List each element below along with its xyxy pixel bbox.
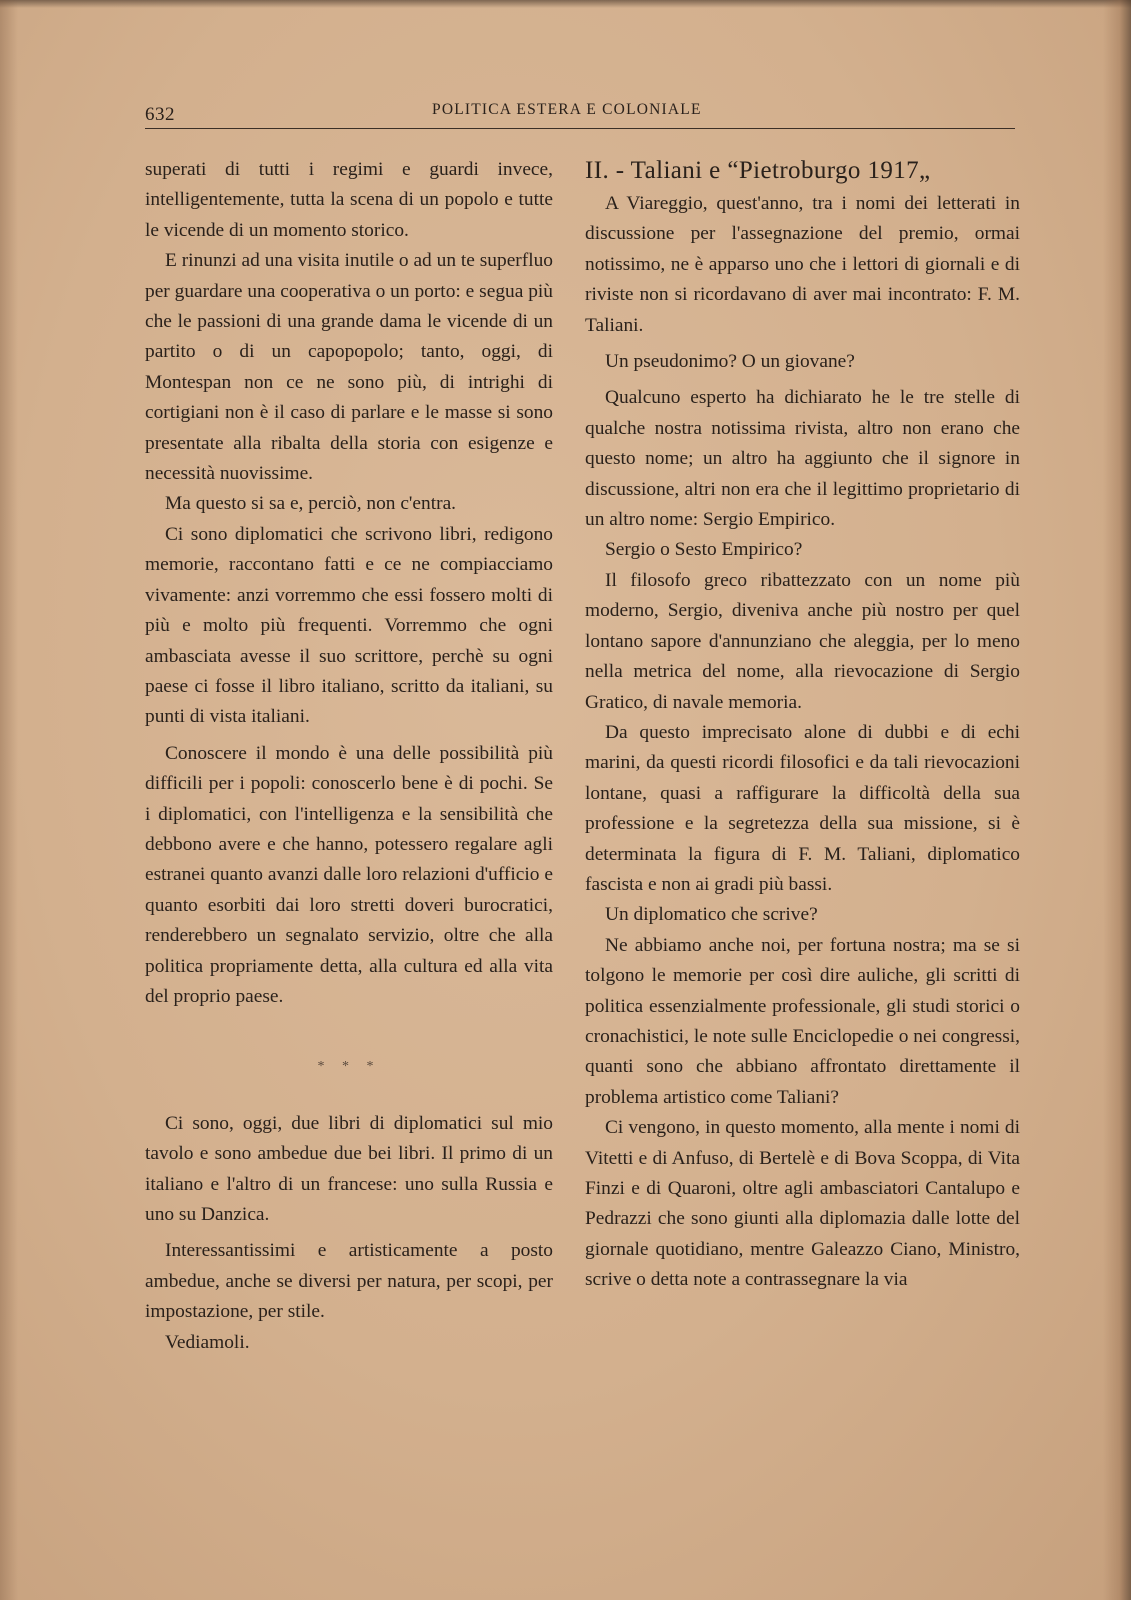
- paragraph: Vediamoli.: [165, 1331, 250, 1353]
- paragraph: Ci sono, oggi, due libri di diplomatici sul mio tavolo e sono ambedue due bei libri. Il primo di un italiano e l'altro di un francese: uno sulla Russia e uno su Danzica.: [145, 1112, 553, 1225]
- paragraph: Da questo imprecisato alone di dubbi e di echi marini, da questi ricordi filosofici e da tali rievocazioni lontane, quasi a raffigurare la difficoltà della sua professione e la segretezza della sua missione, si è determinata la figura di F. M. Taliani, diplomatico fascista e non ai gradi più bassi.: [585, 721, 1020, 895]
- page-number: 632: [145, 104, 175, 125]
- paragraph: Interessantissimi e artisticamente a posto ambedue, anche se diversi per natura, per scopi, per impostazione, per stile.: [145, 1240, 553, 1323]
- paragraph: Un diplomatico che scrive?: [605, 904, 818, 926]
- paragraph: Un pseudonimo? O un giovane?: [605, 351, 855, 373]
- header-rule: [145, 128, 1015, 129]
- paragraph: A Viareggio, quest'anno, tra i nomi dei letterati in discussione per l'assegnazione del premio, ormai notissimo, ne è apparso uno che i lettori di giornali e di riviste non si ricordavano di aver mai incontrato: F. M. Taliani.: [585, 193, 1020, 336]
- paragraph: Conoscere il mondo è una delle possibilità più difficili per i popoli: conoscerlo bene è di pochi. Se i diplomatici, con l'intelligenza e la sensibilità che debbono avere e che hanno, potessero regalare agli estranei quanto avanzi dalle loro relazioni d'ufficio e quanto esorbiti dai loro stretti doveri burocratici, renderebbero un segnalato servizio, oltre che alla politica propriamente detta, alla cultura ed alla vita del proprio paese.: [145, 742, 553, 1007]
- paragraph: superati di tutti i regimi e guardi invece, intelligentemente, tutta la scena di un popolo e tutte le vicende di un momento storico.: [145, 159, 553, 241]
- paragraph: Ci vengono, in questo momento, alla mente i nomi di Vitetti e di Anfuso, di Bertelè e di Bova Scoppa, di Vita Finzi e di Quaroni, oltre agli ambasciatori Cantalupo e Pedrazzi che sono giunti alla diplomazia dalle lotte del giornale quotidiano, mentre Galeazzo Ciano, Ministro, scrive o detta note a contrassegnare la via: [585, 1117, 1020, 1291]
- right-column: [585, 155, 1020, 1296]
- paragraph: Sergio o Sesto Empirico?: [605, 539, 803, 561]
- running-header: [145, 100, 1015, 130]
- paragraph: E rinunzi ad una visita inutile o ad un te superfluo per guardare una cooperativa o un porto: e segua più che le passioni di una grande dama le vicende di un partito o di un capopopolo; tanto, oggi, di Montespan non ce ne sono più, di intrighi di cortigiani non è il caso di parlare e le masse si sono presentate alla ribalta della storia con esigenze e necessità nuovissime.: [145, 250, 553, 485]
- article-title: II. - Taliani e “Pietroburgo 1917„: [585, 157, 931, 184]
- section-title: POLITICA ESTERA E COLONIALE: [432, 101, 702, 118]
- paragraph: Il filosofo greco ribattezzato con un nome più moderno, Sergio, diveniva anche più nostro per quel lontano sapore d'annunziano che aleggia, per lo meno nella metrica del nome, alla rievocazione di Sergio Gratico, di navale memoria.: [585, 569, 1020, 713]
- paragraph: Ci sono diplomatici che scrivono libri, redigono memorie, raccontano fatti e ce ne compiacciamo vivamente: anzi vorremmo che essi fossero molti di più e molto più frequenti. Vorremmo che ogni ambasciata avesse il suo scrittore, perchè su ogni paese ci fosse il libro italiano, scritto da italiani, su punti di vista italiani.: [145, 523, 553, 728]
- page-left-shadow: [0, 0, 18, 1600]
- paragraph: Ma questo si sa e, perciò, non c'entra.: [165, 493, 457, 515]
- left-column: [145, 155, 553, 1358]
- paragraph: Qualcuno esperto ha dichiarato he le tre stelle di qualche nostra notissima rivista, altro non erano che questo nome; un altro ha aggiunto che il signore in discussione, altri non era che il legittimo proprietario di un altro nome: Sergio Empirico.: [585, 387, 1020, 531]
- page-right-edge: [1103, 0, 1131, 1600]
- section-separator: * * *: [317, 1059, 381, 1075]
- paragraph: Ne abbiamo anche noi, per fortuna nostra; ma se si tolgono le memorie per così dire auliche, gli scritti di politica essenzialmente professionale, gli studi storici o cronachistici, le note sulle Enciclopedie o nei congressi, quanti sono che abbiano affrontato direttamente il problema artistico come Taliani?: [585, 934, 1020, 1108]
- page-top-shadow: [0, 0, 1131, 8]
